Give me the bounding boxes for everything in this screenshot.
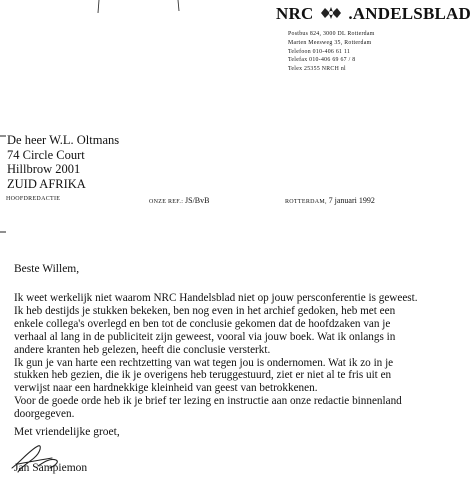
body-line: enkele collega's overlegd en ben tot de conclusie gekomen dat de hoofdzaken van je xyxy=(14,317,391,330)
department-label: HOOFDREDACTIE xyxy=(6,196,61,202)
body-line: verwijst naar een hardnekkige kleinheid van geest van betrokkenen. xyxy=(14,382,318,395)
address-line: ZUID AFRIKA xyxy=(7,176,86,191)
letterhead-line: Telex 25355 NRCH nl xyxy=(288,66,346,73)
body-line: doorgegeven. xyxy=(14,408,75,421)
our-reference xyxy=(149,196,209,205)
letterhead-line: Marten Meesweg 35, Rotterdam xyxy=(288,39,372,46)
body-line: verhaal al lang in de publiciteit zijn geweest, vooral via jouw boek. Wat ik onlangs in xyxy=(14,330,396,343)
greeting: Beste Willem, xyxy=(14,263,80,275)
letterhead-line: Telefoon 010-406 61 11 xyxy=(288,48,351,55)
body-line: Ik weet werkelijk niet waarom NRC Handelsblad niet op jouw persconferentie is geweest. xyxy=(14,292,418,304)
body-line: Voor de goede orde heb ik je brief ter lezing en instructie aan onze redactie binnenland xyxy=(14,395,402,408)
body-line: stukken heb gezien, die ik je overigens heb teruggestuurd, ziet er niet al te fris uit en xyxy=(14,369,392,382)
address-line: Hillbrow 2001 xyxy=(7,162,81,177)
date-value: 7 januari 1992 xyxy=(328,196,375,205)
crest-icon xyxy=(320,6,342,20)
recipient-address xyxy=(7,133,119,191)
letter-body xyxy=(14,292,418,421)
letterhead-line: Telefax 010-406 69 67 / 8 xyxy=(288,57,356,64)
fold-mark xyxy=(0,228,8,236)
scan-mark xyxy=(96,0,102,14)
letter-date xyxy=(285,196,375,205)
closing: Met vriendelijke groet, xyxy=(14,426,120,438)
letterhead-address xyxy=(288,30,375,74)
scan-mark xyxy=(176,0,182,12)
our-ref-value: JS/BvB xyxy=(185,196,210,205)
masthead-left: NRC xyxy=(276,4,314,23)
body-line: Ik gun je van harte een rechtzetting van wat tegen jou is ondernomen. Wat ik zo in je xyxy=(14,356,394,369)
masthead-logo xyxy=(276,4,471,24)
letterhead-line: Postbus 824, 3000 DL Rotterdam xyxy=(288,31,375,37)
signer-name: Jan Sampiemon xyxy=(14,462,88,474)
city-label: ROTTERDAM, xyxy=(285,199,327,205)
body-line: Ik heb destijds je stukken bekeken, ben nog even in het archief gedoken, heb met een xyxy=(14,304,396,317)
address-line: De heer W.L. Oltmans xyxy=(7,133,120,147)
body-line: andere kranten heb gelezen, heeft die conclusie versterkt. xyxy=(14,343,271,356)
masthead-right: .ANDELSBLAD xyxy=(348,4,471,23)
our-ref-label: ONZE REF.: xyxy=(149,199,184,205)
address-line: 74 Circle Court xyxy=(7,147,85,162)
